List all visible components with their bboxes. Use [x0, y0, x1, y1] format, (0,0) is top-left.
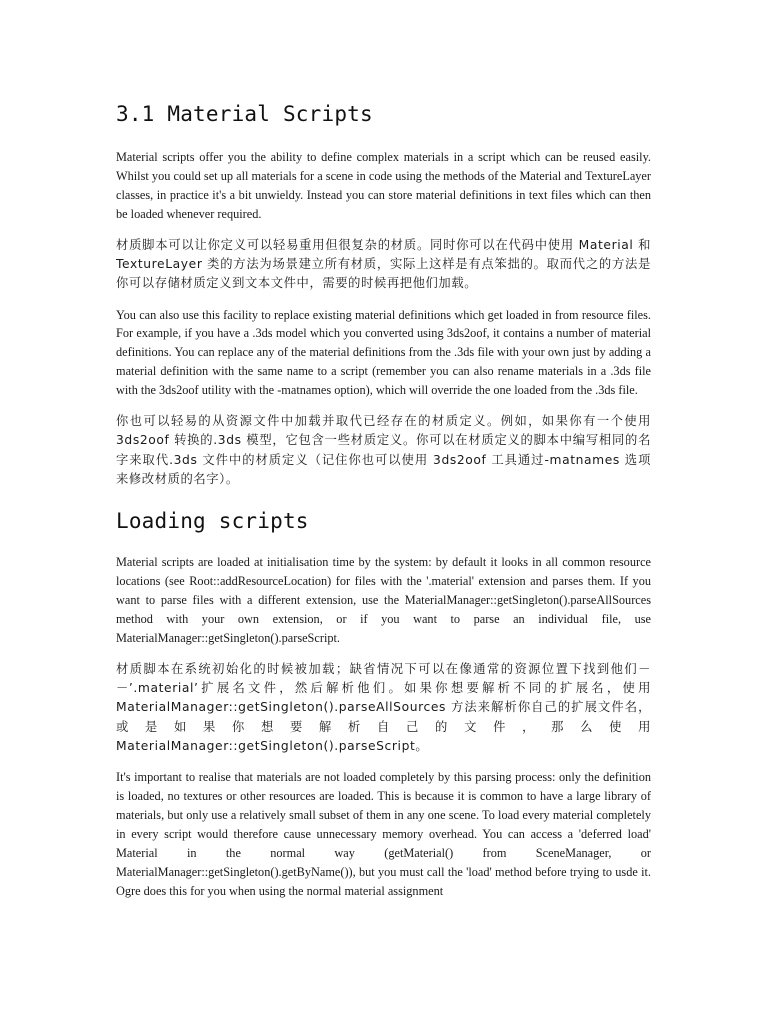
paragraph-deferred-en: It's important to realise that materials are not loaded completely by this parsing process: only the definition is loaded, no textures or other resources are loaded. This is because it is common to have a large library of materials, but only use a relatively small subset of them in any one scene. To load every material completely in every script would therefore cause unnecessary memory overhead. You can access a 'deferred load' Material in the normal way (getMaterial() from SceneManager, or MaterialManager::getSingleton().getByName()), but you must call the 'load' method before trying to usde it. Ogre does this for you when using the normal material assignment [116, 770, 651, 898]
paragraph-replace-en: You can also use this facility to replace existing material definitions which get loaded in from resource files. For example, if you have a .3ds model which you converted using 3ds2oof, it contains a number of material definitions. You can replace any of the material definitions from the .3ds file with your own just by adding a material definition with the same name to a script (remember you can also rename materials in a .3ds file with the 3ds2oof utility with the -matnames option), which will override the one loaded from the .3ds file. [116, 307, 651, 398]
section-heading-loading-scripts: Loading scripts [116, 509, 309, 534]
paragraph-replace-zh: 你也可以轻易的从资源文件中加载并取代已经存在的材质定义。例如，如果你有一个使用 3ds2oof 转换的.3ds 模型，它包含一些材质定义。你可以在材质定义的脚本中编写相同的名字来取代.3ds 文件中的材质定义（记住你也可以使用 3ds2oof 工具通过-matnames 选项来修改材质的名字）。 [116, 414, 651, 486]
paragraph-intro-zh: 材质脚本可以让你定义可以轻易重用但很复杂的材质。同时你可以在代码中使用 Material 和 TextureLayer 类的方法为场景建立所有材质，实际上这样是有点笨拙的。取而代之的方法是你可以存储材质定义到文本文件中，需要的时候再把他们加载。 [116, 237, 651, 291]
document-body [116, 100, 651, 913]
paragraph-intro-en: Material scripts offer you the ability to define complex materials in a script which can be reused easily. Whilst you could set up all materials for a scene in code using the methods of the Material and TextureLayer classes, in practice it's a bit unwieldy. Instead you can store material definitions in text files which can then be loaded whenever required. [116, 150, 651, 221]
paragraph-loading-en: Material scripts are loaded at initialisation time by the system: by default it looks in all common resource locations (see Root::addResourceLocation) for files with the '.material' extension and parses them. If you want to parse files with a different extension, use the MaterialManager::getSingleton().parseAllSources method with your own extension, or if you want to parse an individual file, use MaterialManager::getSingleton().parseScript. [116, 555, 651, 645]
paragraph-loading-zh: 材质脚本在系统初始化的时候被加载；缺省情况下可以在像通常的资源位置下找到他们－－’.material’扩展名文件，然后解析他们。如果你想要解析不同的扩展名，使用 MaterialManager::getSingleton().parseAllSources 方法来解析你自己的扩展文件名，或是如果你想要解析自己的文件，那么使用 MaterialManager::getSingleton().parseScript。 [116, 661, 651, 753]
section-heading-material-scripts: 3.1 Material Scripts [116, 102, 373, 126]
